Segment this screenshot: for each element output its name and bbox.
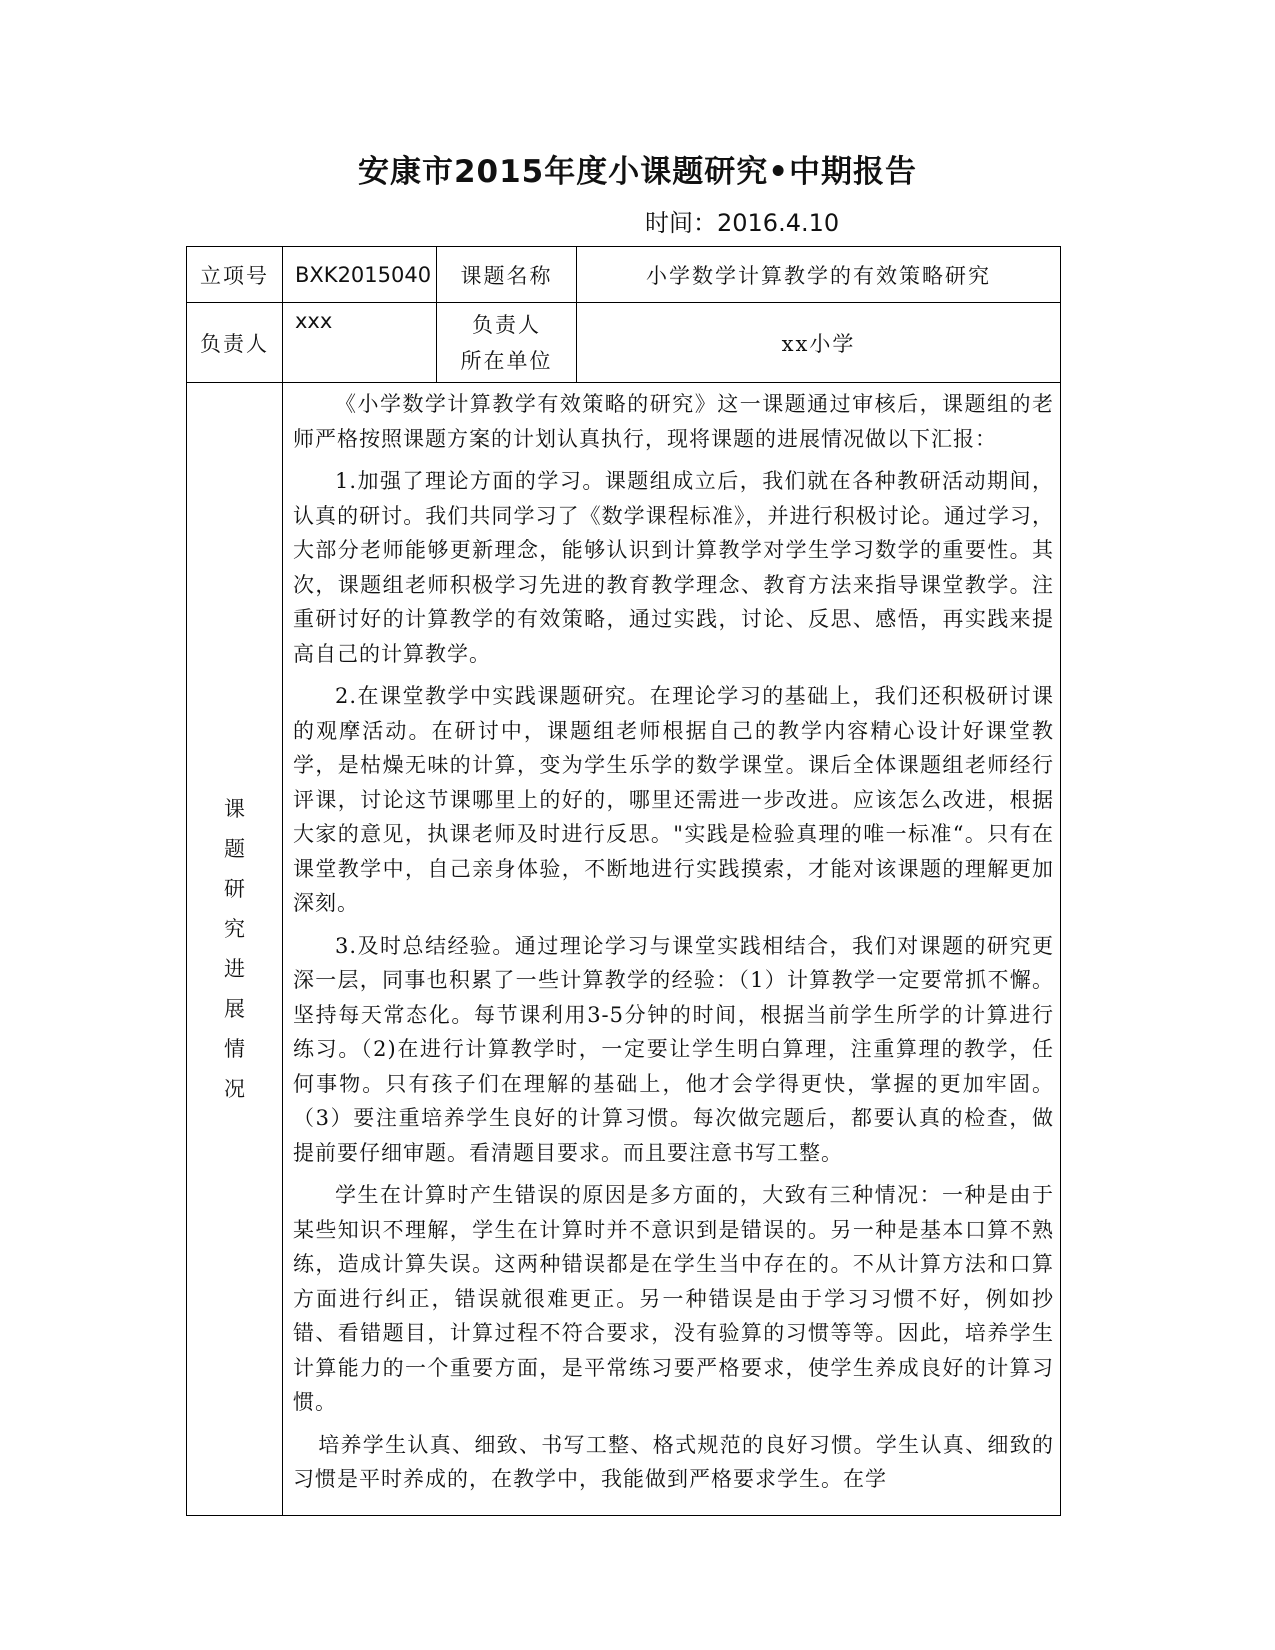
progress-row (187, 383, 1061, 1516)
project-no-value: BXK2015040 (283, 247, 437, 303)
report-date: 时间：2016.4.10 (645, 209, 840, 237)
unit-value: xx小学 (577, 303, 1061, 383)
unit-label (437, 303, 577, 383)
progress-label (187, 383, 283, 1516)
leader-value: xxx (283, 303, 437, 383)
progress-label-char: 展 (224, 997, 245, 1021)
project-row (187, 247, 1061, 303)
report-table (186, 246, 1061, 1516)
leader-label: 负责人 (187, 303, 283, 383)
progress-content (283, 383, 1061, 1516)
unit-label-line1: 负责人 (472, 312, 541, 337)
report-title: 安康市2015年度小课题研究•中期报告 (357, 154, 918, 190)
progress-paragraph-experience: 3.及时总结经验。通过理论学习与课堂实践相结合，我们对课题的研究更深一层，同事也积累了一些计算教学的经验：（1）计算教学一定要常抓不懈。坚持每天常态化。每节课利用3-5分钟的时间，根据当前学生所学的计算进行练习。（2)在进行计算教学时，一定要让学生明白算理，注重算理的教学，任何事物。只有孩子们在理解的基础上，他才会学得更快，掌握的更加牢固。（3）要注重培养学生良好的计算习惯。每次做完题后，都要认真的检查，做提前要仔细审题。看清题目要求。而且要注意书写工整。 (293, 933, 1054, 1165)
topic-name-value: 小学数学计算教学的有效策略研究 (577, 247, 1061, 303)
progress-label-char: 究 (224, 917, 245, 941)
unit-label-line2: 所在单位 (460, 348, 553, 373)
leader-row (187, 303, 1061, 383)
progress-label-char: 课 (224, 797, 245, 821)
progress-label-char: 情 (224, 1037, 245, 1061)
progress-label-char: 进 (224, 957, 245, 981)
progress-paragraph-habits: 培养学生认真、细致、书写工整、格式规范的良好习惯。学生认真、细致的习惯是平时养成的，在教学中，我能做到严格要求学生。在学 (293, 1432, 1054, 1491)
progress-paragraph-practice: 2.在课堂教学中实践课题研究。在理论学习的基础上，我们还积极研讨课的观摩活动。在研讨中，课题组老师根据自己的教学内容精心设计好课堂教学，是枯燥无味的计算，变为学生乐学的数学课堂。课后全体课题组老师经行评课，讨论这节课哪里上的好的，哪里还需进一步改进。应该怎么改进，根据大家的意见，执课老师及时进行反思。"实践是检验真理的唯一标准“。只有在课堂教学中，自己亲身体验，不断地进行实践摸索，才能对该课题的理解更加深刻。 (293, 684, 1054, 915)
progress-paragraph-theory: 1.加强了理论方面的学习。课题组成立后，我们就在各种教研活动期间，认真的研讨。我们共同学习了《数学课程标准》，并进行积极讨论。通过学习，大部分老师能够更新理念，能够认识到计算教学对学生学习数学的重要性。其次，课题组老师积极学习先进的教育教学理念、教育方法来指导课堂教学。注重研讨好的计算教学的有效策略，通过实践，讨论、反思、感悟，再实践来提高自己的计算教学。 (293, 469, 1054, 666)
project-no-label: 立项号 (187, 247, 283, 303)
topic-name-label: 课题名称 (437, 247, 577, 303)
progress-label-char: 研 (224, 877, 245, 901)
progress-label-char: 题 (224, 837, 245, 861)
progress-paragraph-intro: 《小学数学计算教学有效策略的研究》这一课题通过审核后，课题组的老师严格按照课题方案的计划认真执行，现将课题的进展情况做以下汇报： (293, 392, 1054, 451)
progress-label-char: 况 (224, 1077, 245, 1101)
progress-paragraph-errors: 学生在计算时产生错误的原因是多方面的，大致有三种情况：一种是由于某些知识不理解，学生在计算时并不意识到是错误的。另一种是基本口算不熟练，造成计算失误。这两种错误都是在学生当中存在的。不从计算方法和口算方面进行纠正，错误就很难更正。另一种错误是由于学习习惯不好，例如抄错、看错题目，计算过程不符合要求，没有验算的习惯等等。因此，培养学生计算能力的一个重要方面，是平常练习要严格要求，使学生养成良好的计算习惯。 (293, 1183, 1054, 1414)
